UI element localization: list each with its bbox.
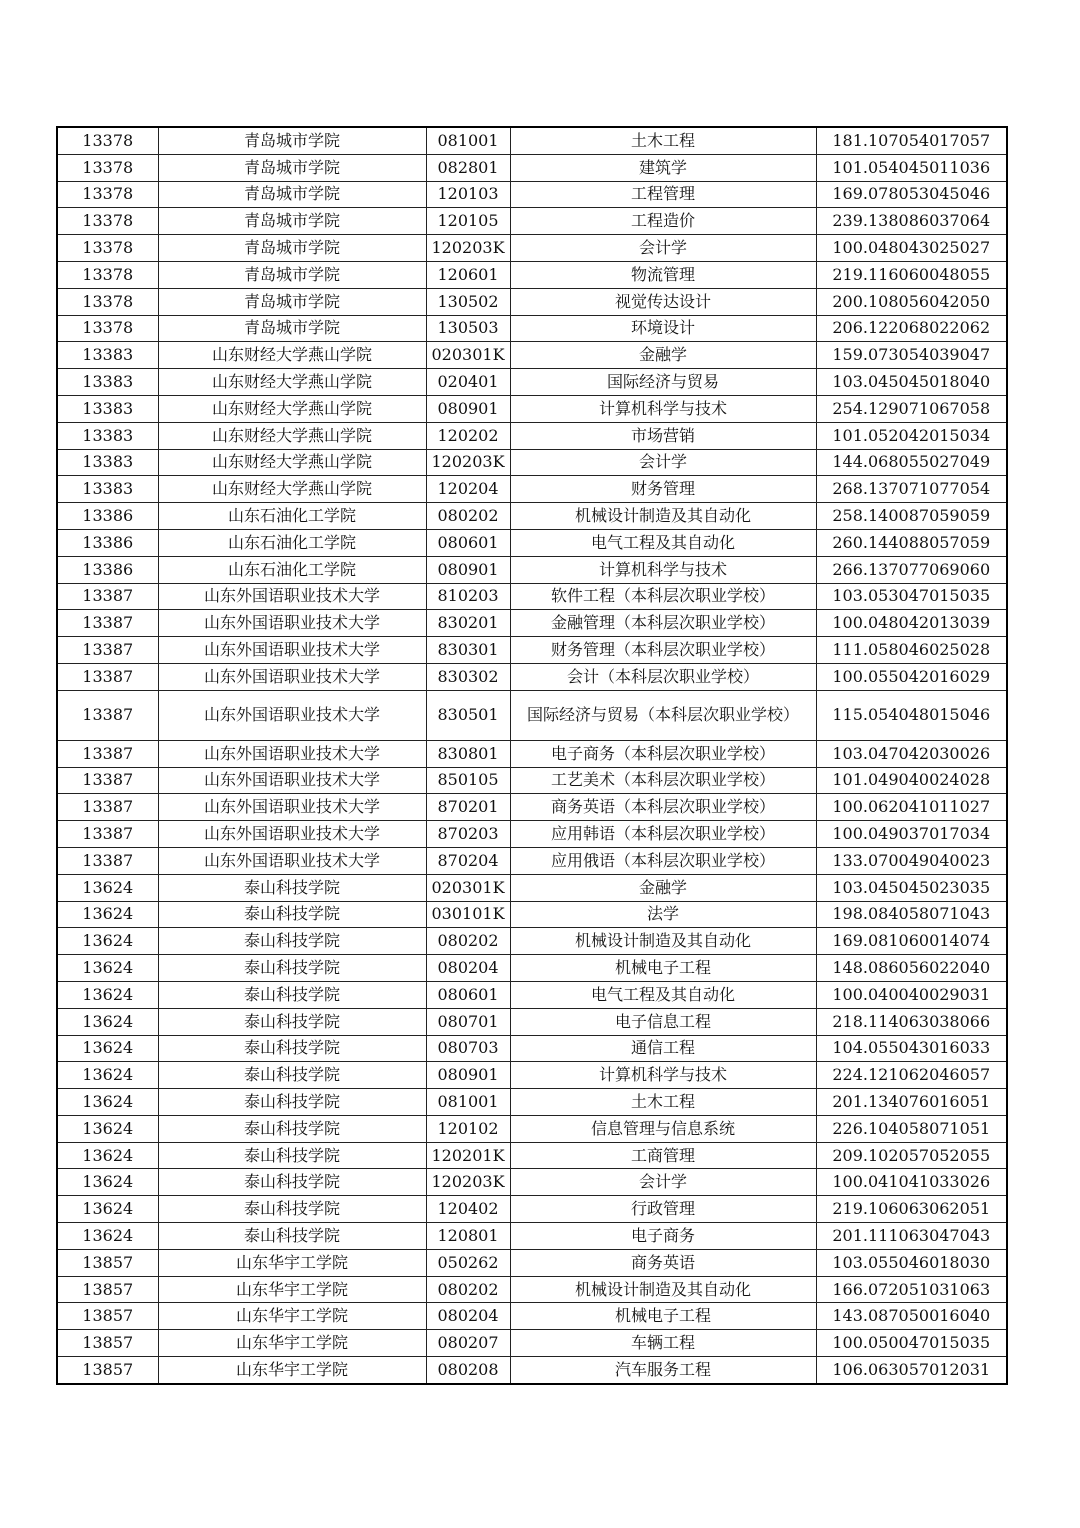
- school-name-cell: 山东石油化工学院: [158, 556, 426, 583]
- score-value-cell: 166.072051031063: [816, 1276, 1007, 1303]
- table-row: [57, 1330, 1007, 1357]
- school-code-cell: 13624: [57, 955, 158, 982]
- school-code-cell: 13387: [57, 583, 158, 610]
- major-name-cell: 电子商务（本科层次职业学校）: [510, 740, 816, 767]
- major-name-cell: 国际经济与贸易（本科层次职业学校）: [510, 690, 816, 740]
- score-value-cell: 260.144088057059: [816, 529, 1007, 556]
- table-row: [57, 556, 1007, 583]
- school-code-cell: 13383: [57, 476, 158, 503]
- table-row: [57, 901, 1007, 928]
- school-name-cell: 山东华宇工学院: [158, 1303, 426, 1330]
- school-name-cell: 泰山科技学院: [158, 1115, 426, 1142]
- score-value-cell: 159.073054039047: [816, 342, 1007, 369]
- score-value-cell: 224.121062046057: [816, 1062, 1007, 1089]
- major-code-cell: 120402: [426, 1196, 510, 1223]
- score-value-cell: 103.055046018030: [816, 1249, 1007, 1276]
- score-value-cell: 100.048042013039: [816, 610, 1007, 637]
- major-name-cell: 国际经济与贸易: [510, 369, 816, 396]
- table-row: [57, 1142, 1007, 1169]
- major-name-cell: 电子信息工程: [510, 1008, 816, 1035]
- major-code-cell: 830801: [426, 740, 510, 767]
- score-value-cell: 100.041041033026: [816, 1169, 1007, 1196]
- school-name-cell: 山东华宇工学院: [158, 1330, 426, 1357]
- school-name-cell: 青岛城市学院: [158, 288, 426, 315]
- school-code-cell: 13387: [57, 690, 158, 740]
- score-value-cell: 100.049037017034: [816, 821, 1007, 848]
- school-name-cell: 山东石油化工学院: [158, 529, 426, 556]
- major-code-cell: 130503: [426, 315, 510, 342]
- school-code-cell: 13378: [57, 288, 158, 315]
- major-code-cell: 080202: [426, 928, 510, 955]
- table-row: [57, 422, 1007, 449]
- major-name-cell: 机械设计制造及其自动化: [510, 503, 816, 530]
- school-code-cell: 13387: [57, 767, 158, 794]
- school-name-cell: 青岛城市学院: [158, 154, 426, 181]
- school-name-cell: 山东财经大学燕山学院: [158, 476, 426, 503]
- school-code-cell: 13386: [57, 529, 158, 556]
- school-code-cell: 13378: [57, 127, 158, 154]
- school-code-cell: 13624: [57, 1223, 158, 1250]
- school-code-cell: 13378: [57, 315, 158, 342]
- school-code-cell: 13386: [57, 556, 158, 583]
- major-code-cell: 830302: [426, 663, 510, 690]
- major-code-cell: 830301: [426, 637, 510, 664]
- school-code-cell: 13386: [57, 503, 158, 530]
- major-name-cell: 会计学: [510, 1169, 816, 1196]
- table-row: [57, 740, 1007, 767]
- major-name-cell: 机械电子工程: [510, 1303, 816, 1330]
- table-row: [57, 1303, 1007, 1330]
- school-code-cell: 13378: [57, 261, 158, 288]
- table-row: [57, 847, 1007, 874]
- school-name-cell: 泰山科技学院: [158, 1196, 426, 1223]
- score-value-cell: 254.129071067058: [816, 395, 1007, 422]
- school-name-cell: 山东财经大学燕山学院: [158, 342, 426, 369]
- score-value-cell: 101.049040024028: [816, 767, 1007, 794]
- score-value-cell: 103.045045018040: [816, 369, 1007, 396]
- table-row: [57, 767, 1007, 794]
- major-code-cell: 080901: [426, 395, 510, 422]
- school-code-cell: 13378: [57, 235, 158, 262]
- score-value-cell: 144.068055027049: [816, 449, 1007, 476]
- score-value-cell: 219.106063062051: [816, 1196, 1007, 1223]
- school-name-cell: 泰山科技学院: [158, 1142, 426, 1169]
- score-value-cell: 143.087050016040: [816, 1303, 1007, 1330]
- school-name-cell: 山东财经大学燕山学院: [158, 449, 426, 476]
- major-code-cell: 120103: [426, 181, 510, 208]
- major-name-cell: 电气工程及其自动化: [510, 981, 816, 1008]
- table-row: [57, 1115, 1007, 1142]
- major-name-cell: 应用韩语（本科层次职业学校）: [510, 821, 816, 848]
- table-row: [57, 208, 1007, 235]
- school-name-cell: 泰山科技学院: [158, 874, 426, 901]
- table-row: [57, 1249, 1007, 1276]
- school-code-cell: 13387: [57, 610, 158, 637]
- major-code-cell: 030101K: [426, 901, 510, 928]
- major-code-cell: 120203K: [426, 1169, 510, 1196]
- major-name-cell: 商务英语（本科层次职业学校）: [510, 794, 816, 821]
- table-row: [57, 1196, 1007, 1223]
- table-row: [57, 395, 1007, 422]
- score-value-cell: 106.063057012031: [816, 1357, 1007, 1384]
- major-code-cell: 870203: [426, 821, 510, 848]
- table-row: [57, 235, 1007, 262]
- major-code-cell: 130502: [426, 288, 510, 315]
- school-name-cell: 山东外国语职业技术大学: [158, 847, 426, 874]
- school-code-cell: 13378: [57, 154, 158, 181]
- table-row: [57, 154, 1007, 181]
- score-value-cell: 148.086056022040: [816, 955, 1007, 982]
- table-row: [57, 261, 1007, 288]
- score-value-cell: 103.045045023035: [816, 874, 1007, 901]
- table-row: [57, 1062, 1007, 1089]
- table-row: [57, 1089, 1007, 1116]
- school-name-cell: 青岛城市学院: [158, 235, 426, 262]
- table-row: [57, 1008, 1007, 1035]
- table-row: [57, 1169, 1007, 1196]
- school-name-cell: 泰山科技学院: [158, 1089, 426, 1116]
- table-row: [57, 663, 1007, 690]
- school-name-cell: 泰山科技学院: [158, 1169, 426, 1196]
- major-code-cell: 020401: [426, 369, 510, 396]
- score-value-cell: 133.070049040023: [816, 847, 1007, 874]
- major-code-cell: 080202: [426, 503, 510, 530]
- school-code-cell: 13383: [57, 422, 158, 449]
- major-code-cell: 082801: [426, 154, 510, 181]
- score-value-cell: 100.062041011027: [816, 794, 1007, 821]
- table-row: [57, 610, 1007, 637]
- major-name-cell: 金融学: [510, 874, 816, 901]
- school-code-cell: 13383: [57, 369, 158, 396]
- table-row: [57, 583, 1007, 610]
- school-code-cell: 13387: [57, 794, 158, 821]
- score-value-cell: 115.054048015046: [816, 690, 1007, 740]
- school-name-cell: 泰山科技学院: [158, 901, 426, 928]
- major-name-cell: 软件工程（本科层次职业学校）: [510, 583, 816, 610]
- major-name-cell: 计算机科学与技术: [510, 556, 816, 583]
- major-code-cell: 080202: [426, 1276, 510, 1303]
- major-name-cell: 会计（本科层次职业学校）: [510, 663, 816, 690]
- school-code-cell: 13624: [57, 928, 158, 955]
- major-code-cell: 830201: [426, 610, 510, 637]
- table-row: [57, 449, 1007, 476]
- major-code-cell: 080701: [426, 1008, 510, 1035]
- major-name-cell: 会计学: [510, 449, 816, 476]
- major-name-cell: 金融学: [510, 342, 816, 369]
- major-name-cell: 车辆工程: [510, 1330, 816, 1357]
- score-value-cell: 100.055042016029: [816, 663, 1007, 690]
- major-code-cell: 020301K: [426, 874, 510, 901]
- school-code-cell: 13857: [57, 1249, 158, 1276]
- score-value-cell: 218.114063038066: [816, 1008, 1007, 1035]
- school-code-cell: 13378: [57, 208, 158, 235]
- school-code-cell: 13624: [57, 1008, 158, 1035]
- major-code-cell: 080207: [426, 1330, 510, 1357]
- school-name-cell: 山东外国语职业技术大学: [158, 637, 426, 664]
- major-name-cell: 信息管理与信息系统: [510, 1115, 816, 1142]
- major-name-cell: 物流管理: [510, 261, 816, 288]
- school-code-cell: 13387: [57, 821, 158, 848]
- major-name-cell: 行政管理: [510, 1196, 816, 1223]
- school-name-cell: 青岛城市学院: [158, 315, 426, 342]
- major-code-cell: 080901: [426, 556, 510, 583]
- major-code-cell: 120601: [426, 261, 510, 288]
- school-name-cell: 山东华宇工学院: [158, 1357, 426, 1384]
- major-name-cell: 机械电子工程: [510, 955, 816, 982]
- school-code-cell: 13387: [57, 740, 158, 767]
- major-code-cell: 120801: [426, 1223, 510, 1250]
- table-row: [57, 928, 1007, 955]
- major-name-cell: 通信工程: [510, 1035, 816, 1062]
- table-row: [57, 821, 1007, 848]
- major-code-cell: 080601: [426, 529, 510, 556]
- school-name-cell: 泰山科技学院: [158, 1035, 426, 1062]
- school-code-cell: 13624: [57, 1142, 158, 1169]
- score-value-cell: 100.040040029031: [816, 981, 1007, 1008]
- score-value-cell: 104.055043016033: [816, 1035, 1007, 1062]
- school-name-cell: 山东华宇工学院: [158, 1276, 426, 1303]
- major-code-cell: 120102: [426, 1115, 510, 1142]
- score-value-cell: 200.108056042050: [816, 288, 1007, 315]
- school-name-cell: 青岛城市学院: [158, 127, 426, 154]
- school-code-cell: 13383: [57, 449, 158, 476]
- school-code-cell: 13378: [57, 181, 158, 208]
- school-code-cell: 13857: [57, 1357, 158, 1384]
- major-name-cell: 市场营销: [510, 422, 816, 449]
- school-name-cell: 泰山科技学院: [158, 1008, 426, 1035]
- major-name-cell: 计算机科学与技术: [510, 1062, 816, 1089]
- table-row: [57, 690, 1007, 740]
- score-value-cell: 201.111063047043: [816, 1223, 1007, 1250]
- score-value-cell: 239.138086037064: [816, 208, 1007, 235]
- table-row: [57, 794, 1007, 821]
- table-row: [57, 127, 1007, 154]
- major-code-cell: 810203: [426, 583, 510, 610]
- school-code-cell: 13624: [57, 1035, 158, 1062]
- major-name-cell: 电气工程及其自动化: [510, 529, 816, 556]
- table-row: [57, 529, 1007, 556]
- major-name-cell: 视觉传达设计: [510, 288, 816, 315]
- table-row: [57, 476, 1007, 503]
- table-row: [57, 288, 1007, 315]
- score-value-cell: 268.137071077054: [816, 476, 1007, 503]
- school-code-cell: 13624: [57, 1169, 158, 1196]
- major-name-cell: 机械设计制造及其自动化: [510, 1276, 816, 1303]
- school-code-cell: 13383: [57, 342, 158, 369]
- admission-score-table: [56, 126, 1008, 1385]
- school-code-cell: 13383: [57, 395, 158, 422]
- major-name-cell: 法学: [510, 901, 816, 928]
- major-code-cell: 870201: [426, 794, 510, 821]
- major-name-cell: 土木工程: [510, 127, 816, 154]
- school-name-cell: 山东外国语职业技术大学: [158, 740, 426, 767]
- major-name-cell: 财务管理: [510, 476, 816, 503]
- table-row: [57, 1035, 1007, 1062]
- major-code-cell: 080901: [426, 1062, 510, 1089]
- school-name-cell: 青岛城市学院: [158, 181, 426, 208]
- major-code-cell: 080208: [426, 1357, 510, 1384]
- school-name-cell: 山东外国语职业技术大学: [158, 663, 426, 690]
- table-row: [57, 955, 1007, 982]
- school-name-cell: 山东石油化工学院: [158, 503, 426, 530]
- major-name-cell: 工程管理: [510, 181, 816, 208]
- school-code-cell: 13387: [57, 847, 158, 874]
- major-name-cell: 金融管理（本科层次职业学校）: [510, 610, 816, 637]
- major-code-cell: 020301K: [426, 342, 510, 369]
- school-name-cell: 山东华宇工学院: [158, 1249, 426, 1276]
- score-value-cell: 169.078053045046: [816, 181, 1007, 208]
- score-value-cell: 101.052042015034: [816, 422, 1007, 449]
- major-name-cell: 电子商务: [510, 1223, 816, 1250]
- school-name-cell: 山东财经大学燕山学院: [158, 395, 426, 422]
- school-code-cell: 13624: [57, 901, 158, 928]
- major-code-cell: 830501: [426, 690, 510, 740]
- score-value-cell: 266.137077069060: [816, 556, 1007, 583]
- school-name-cell: 青岛城市学院: [158, 208, 426, 235]
- school-code-cell: 13857: [57, 1330, 158, 1357]
- table-row: [57, 1276, 1007, 1303]
- major-name-cell: 财务管理（本科层次职业学校）: [510, 637, 816, 664]
- school-name-cell: 山东外国语职业技术大学: [158, 821, 426, 848]
- school-code-cell: 13387: [57, 637, 158, 664]
- table-row: [57, 1223, 1007, 1250]
- table-row: [57, 981, 1007, 1008]
- school-name-cell: 泰山科技学院: [158, 928, 426, 955]
- score-value-cell: 103.053047015035: [816, 583, 1007, 610]
- major-code-cell: 120203K: [426, 235, 510, 262]
- table-body: [57, 127, 1007, 1384]
- major-code-cell: 080204: [426, 1303, 510, 1330]
- major-code-cell: 120201K: [426, 1142, 510, 1169]
- school-name-cell: 山东财经大学燕山学院: [158, 369, 426, 396]
- major-name-cell: 工程造价: [510, 208, 816, 235]
- school-code-cell: 13857: [57, 1303, 158, 1330]
- school-name-cell: 山东外国语职业技术大学: [158, 794, 426, 821]
- school-name-cell: 山东外国语职业技术大学: [158, 767, 426, 794]
- score-value-cell: 169.081060014074: [816, 928, 1007, 955]
- major-code-cell: 080601: [426, 981, 510, 1008]
- major-name-cell: 工商管理: [510, 1142, 816, 1169]
- school-code-cell: 13624: [57, 1062, 158, 1089]
- school-name-cell: 山东外国语职业技术大学: [158, 690, 426, 740]
- major-name-cell: 环境设计: [510, 315, 816, 342]
- school-name-cell: 泰山科技学院: [158, 955, 426, 982]
- score-value-cell: 206.122068022062: [816, 315, 1007, 342]
- score-value-cell: 103.047042030026: [816, 740, 1007, 767]
- major-code-cell: 120204: [426, 476, 510, 503]
- score-value-cell: 111.058046025028: [816, 637, 1007, 664]
- table-row: [57, 1357, 1007, 1384]
- school-code-cell: 13624: [57, 1196, 158, 1223]
- major-name-cell: 会计学: [510, 235, 816, 262]
- table-row: [57, 315, 1007, 342]
- major-code-cell: 080204: [426, 955, 510, 982]
- major-code-cell: 050262: [426, 1249, 510, 1276]
- major-name-cell: 土木工程: [510, 1089, 816, 1116]
- score-value-cell: 209.102057052055: [816, 1142, 1007, 1169]
- score-value-cell: 100.050047015035: [816, 1330, 1007, 1357]
- major-code-cell: 870204: [426, 847, 510, 874]
- major-code-cell: 120105: [426, 208, 510, 235]
- school-code-cell: 13624: [57, 874, 158, 901]
- score-value-cell: 226.104058071051: [816, 1115, 1007, 1142]
- major-name-cell: 应用俄语（本科层次职业学校）: [510, 847, 816, 874]
- score-value-cell: 201.134076016051: [816, 1089, 1007, 1116]
- school-name-cell: 山东外国语职业技术大学: [158, 610, 426, 637]
- school-code-cell: 13624: [57, 1089, 158, 1116]
- major-code-cell: 080703: [426, 1035, 510, 1062]
- table-row: [57, 181, 1007, 208]
- score-value-cell: 258.140087059059: [816, 503, 1007, 530]
- major-name-cell: 工艺美术（本科层次职业学校）: [510, 767, 816, 794]
- score-value-cell: 101.054045011036: [816, 154, 1007, 181]
- school-code-cell: 13857: [57, 1276, 158, 1303]
- table-row: [57, 874, 1007, 901]
- school-name-cell: 泰山科技学院: [158, 1223, 426, 1250]
- school-name-cell: 泰山科技学院: [158, 1062, 426, 1089]
- table-row: [57, 503, 1007, 530]
- score-value-cell: 198.084058071043: [816, 901, 1007, 928]
- score-value-cell: 181.107054017057: [816, 127, 1007, 154]
- major-code-cell: 120202: [426, 422, 510, 449]
- major-name-cell: 商务英语: [510, 1249, 816, 1276]
- table-row: [57, 342, 1007, 369]
- school-code-cell: 13624: [57, 1115, 158, 1142]
- table-row: [57, 637, 1007, 664]
- score-value-cell: 219.116060048055: [816, 261, 1007, 288]
- major-code-cell: 120203K: [426, 449, 510, 476]
- major-name-cell: 机械设计制造及其自动化: [510, 928, 816, 955]
- major-code-cell: 081001: [426, 127, 510, 154]
- score-value-cell: 100.048043025027: [816, 235, 1007, 262]
- school-name-cell: 山东外国语职业技术大学: [158, 583, 426, 610]
- major-name-cell: 汽车服务工程: [510, 1357, 816, 1384]
- school-name-cell: 泰山科技学院: [158, 981, 426, 1008]
- major-code-cell: 081001: [426, 1089, 510, 1116]
- major-code-cell: 850105: [426, 767, 510, 794]
- major-name-cell: 建筑学: [510, 154, 816, 181]
- school-name-cell: 山东财经大学燕山学院: [158, 422, 426, 449]
- school-code-cell: 13624: [57, 981, 158, 1008]
- table-row: [57, 369, 1007, 396]
- major-name-cell: 计算机科学与技术: [510, 395, 816, 422]
- school-code-cell: 13387: [57, 663, 158, 690]
- school-name-cell: 青岛城市学院: [158, 261, 426, 288]
